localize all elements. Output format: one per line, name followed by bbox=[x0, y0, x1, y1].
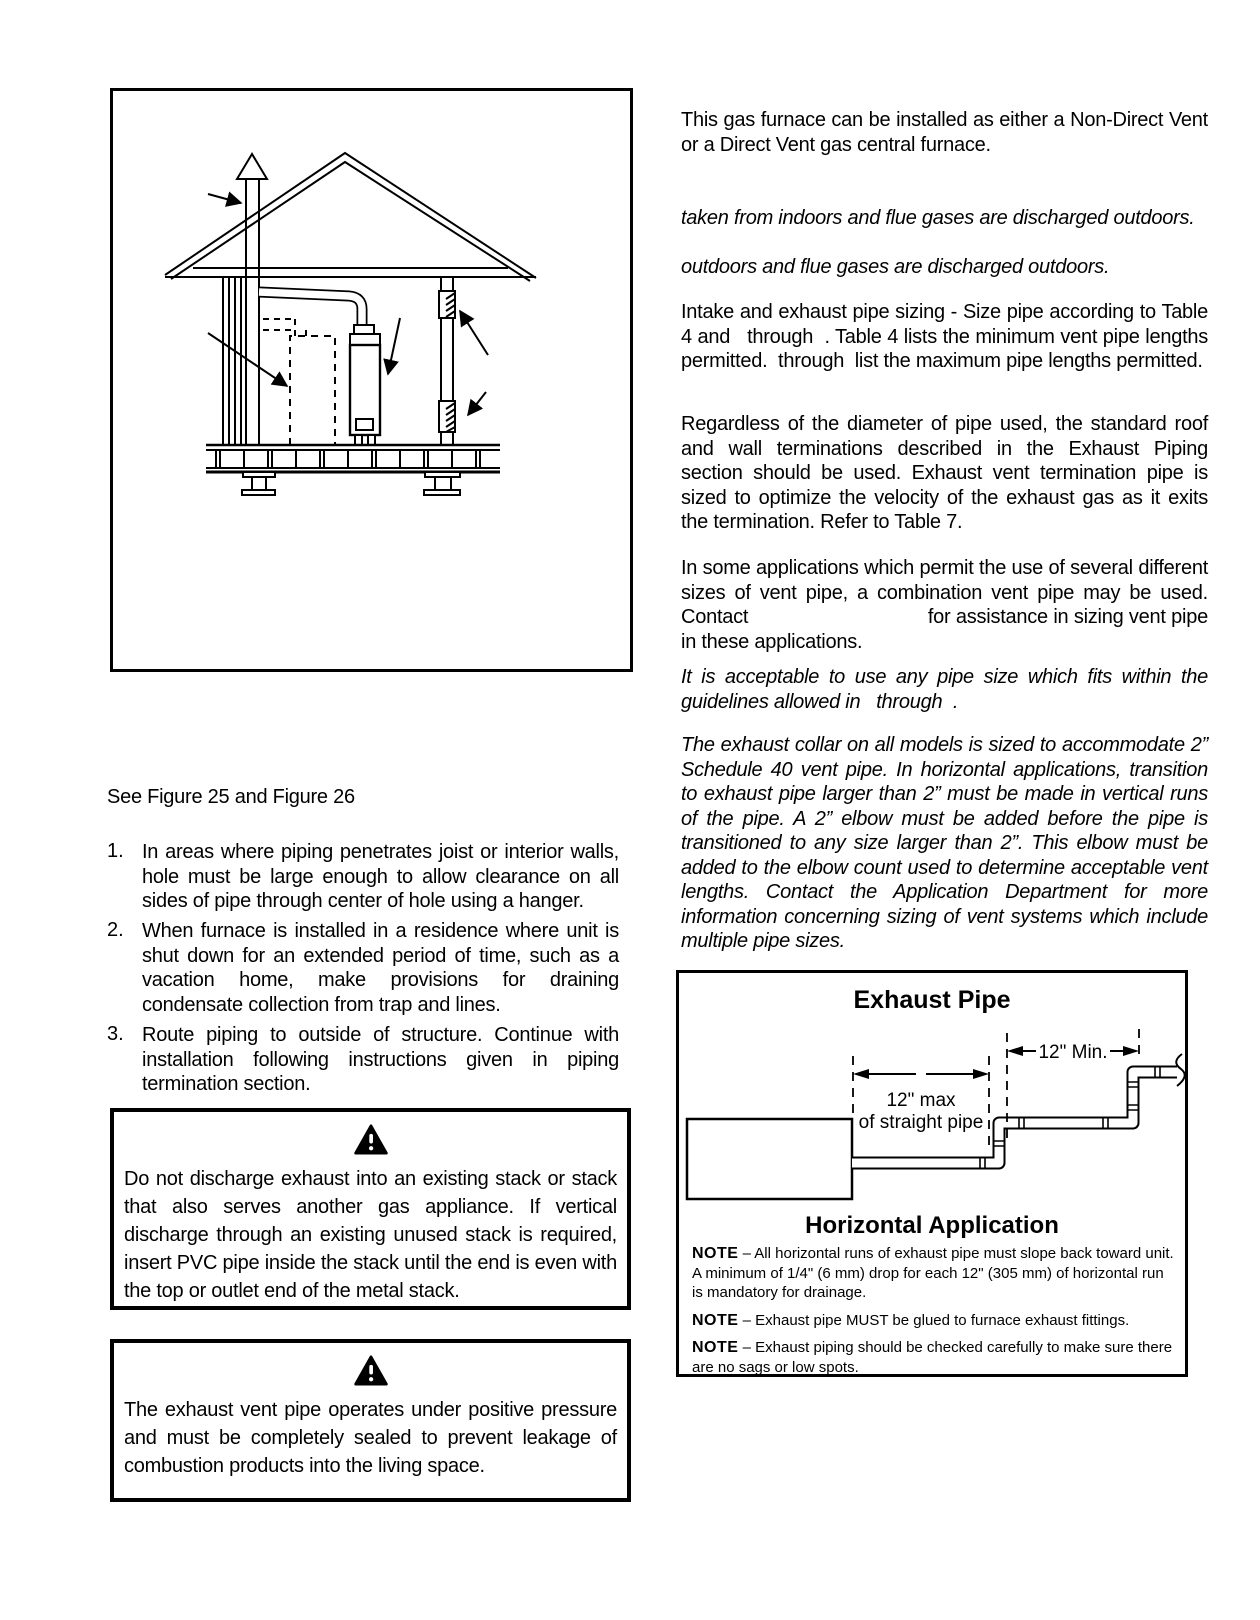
warning-text-1: Do not discharge exhaust into an existing stack or stack that also serves another gas appliance. If vertical discharge through an existing unused stack is required, insert PVC pipe inside the stack until the end is even with the top or outlet end of the metal stack. bbox=[124, 1168, 617, 1302]
figure-caption: Horizontal Application bbox=[805, 1212, 1059, 1239]
arrow-to-roof-stack bbox=[208, 194, 241, 203]
list-number: 1. bbox=[107, 840, 124, 862]
arrow-to-lower-wall-vent bbox=[468, 392, 486, 415]
house-venting-figure bbox=[110, 88, 633, 672]
figure-notes bbox=[692, 1244, 1176, 1385]
list-text: Route piping to outside of structure. Continue with installation following instructions given in piping termination section. bbox=[142, 1024, 619, 1095]
note-text: – Exhaust pipe MUST be glued to furnace exhaust fittings. bbox=[742, 1311, 1130, 1329]
dashed-plenum bbox=[290, 336, 335, 445]
note-3 bbox=[692, 1338, 1176, 1377]
para-direct-vent-fragment: outdoors and flue gases are discharged outdoors. bbox=[681, 256, 1110, 278]
para-nondirect-vent-fragment: taken from indoors and flue gases are discharged outdoors. bbox=[681, 207, 1195, 229]
para-terminations: Regardless of the diameter of pipe used, the standard roof and wall terminations described in the Exhaust Piping section should be used. Exhaust vent termination pipe is sized to optimize the velocity of the exhaust gas as it exits the termination. Refer to Table 7. bbox=[681, 413, 1208, 533]
para-combination-vent: In some applications which permit the use of several different sizes of vent pipe, a combination vent pipe may be used. Contact for assistance in sizing vent pipe in these applications. bbox=[681, 557, 1208, 653]
list-number: 2. bbox=[107, 919, 124, 941]
warning-box-1 bbox=[110, 1108, 631, 1310]
warning-text-2: The exhaust vent pipe operates under positive pressure and must be completely sealed to prevent leakage of combustion products into the living space. bbox=[124, 1399, 617, 1477]
furnace-collar-lower bbox=[350, 334, 380, 345]
vent-cap bbox=[237, 154, 267, 179]
joist-band bbox=[206, 450, 500, 468]
arrow-to-furnace bbox=[388, 318, 400, 374]
arrow-to-upper-wall-vent bbox=[460, 311, 488, 355]
note-text: – Exhaust piping should be checked carefully to make sure there are no sags or low spots. bbox=[692, 1339, 1173, 1376]
roof-inner-line bbox=[171, 162, 530, 281]
para-note-exhaust-collar: The exhaust collar on all models is sized to accommodate 2” Schedule 40 vent pipe. In horizontal applications, transition to exhaust pipe larger than 2” must be made in vertical runs of the pipe. A 2” elbow must be added before the pipe is transitioned to any size larger than 2”. This elbow must be added to the elbow count used to determine acceptable vent lengths. Contact the Application Department for more information concerning sizing of vent systems which include multiple pipe sizes. bbox=[681, 734, 1208, 952]
list-item-1 bbox=[107, 840, 619, 914]
arrow-to-dashed-plenum bbox=[208, 333, 287, 386]
list-item-2 bbox=[107, 919, 619, 1017]
note-2 bbox=[692, 1311, 1176, 1331]
dimension-label-min: 12" Min. bbox=[1038, 1042, 1108, 1063]
i-beam-left bbox=[242, 472, 275, 495]
roof-outer-line bbox=[165, 153, 536, 278]
list-text: When furnace is installed in a residence where unit is shut down for an extended period of time, such as a vacation home, make provisions for draining condensate collection from trap and lines. bbox=[142, 920, 619, 1016]
dimension-label-max-line1: 12" max bbox=[886, 1090, 956, 1111]
furnace-collar-upper bbox=[354, 325, 374, 334]
left-wall bbox=[223, 277, 241, 445]
furnace-box bbox=[687, 1119, 852, 1199]
dimension-min bbox=[1007, 1042, 1139, 1063]
lower-wall-vent-hatch bbox=[439, 401, 455, 432]
warning-icon bbox=[354, 1124, 388, 1155]
list-text: In areas where piping penetrates joist or interior walls, hole must be large enough to allow clearance on all sides of pipe through center of hole using a hanger. bbox=[142, 841, 619, 912]
figure-title: Exhaust Pipe bbox=[853, 986, 1011, 1014]
list-number: 3. bbox=[107, 1023, 124, 1045]
furnace-leg-right bbox=[368, 435, 375, 445]
house-venting-drawing bbox=[113, 91, 630, 669]
list-item-3 bbox=[107, 1023, 619, 1097]
furnace-leg-left bbox=[355, 435, 362, 445]
dashed-duct bbox=[263, 319, 306, 336]
furnace-panel bbox=[356, 419, 373, 430]
dimension-label-max-line2: of straight pipe bbox=[858, 1112, 984, 1133]
note-label: NOTE bbox=[692, 1339, 739, 1356]
note-1 bbox=[692, 1244, 1176, 1303]
note-text: – All horizontal runs of exhaust pipe must slope back toward unit. A minimum of 1/4" (6 mm) drop for each 12" (305 mm) of horizontal run is mandatory for drainage. bbox=[692, 1245, 1174, 1301]
para-pipe-sizing: Intake and exhaust pipe sizing - Size pipe according to Table 4 and through . Table 4 lists the minimum vent pipe lengths permitted. through list the maximum pipe lengths permitted. bbox=[681, 301, 1208, 372]
para-install-options: This gas furnace can be installed as either a Non-Direct Vent or a Direct Vent gas central furnace. bbox=[681, 109, 1208, 156]
i-beam-right bbox=[424, 472, 460, 495]
warning-box-2 bbox=[110, 1339, 631, 1502]
para-note-pipe-size: It is acceptable to use any pipe size which fits within the guidelines allowed in through . bbox=[681, 666, 1208, 713]
note-label: NOTE bbox=[692, 1245, 739, 1262]
dimension-max bbox=[853, 1069, 989, 1133]
note-label: NOTE bbox=[692, 1311, 739, 1329]
exhaust-pipe-figure bbox=[676, 970, 1188, 1377]
exhaust-pipe-diagram bbox=[679, 1021, 1185, 1211]
see-figures-text: See Figure 25 and Figure 26 bbox=[107, 786, 355, 808]
pipe-break-symbol bbox=[1176, 1054, 1184, 1086]
warning-icon bbox=[354, 1355, 388, 1386]
joist-ticks bbox=[216, 450, 480, 468]
upper-wall-vent-hatch bbox=[439, 291, 455, 318]
